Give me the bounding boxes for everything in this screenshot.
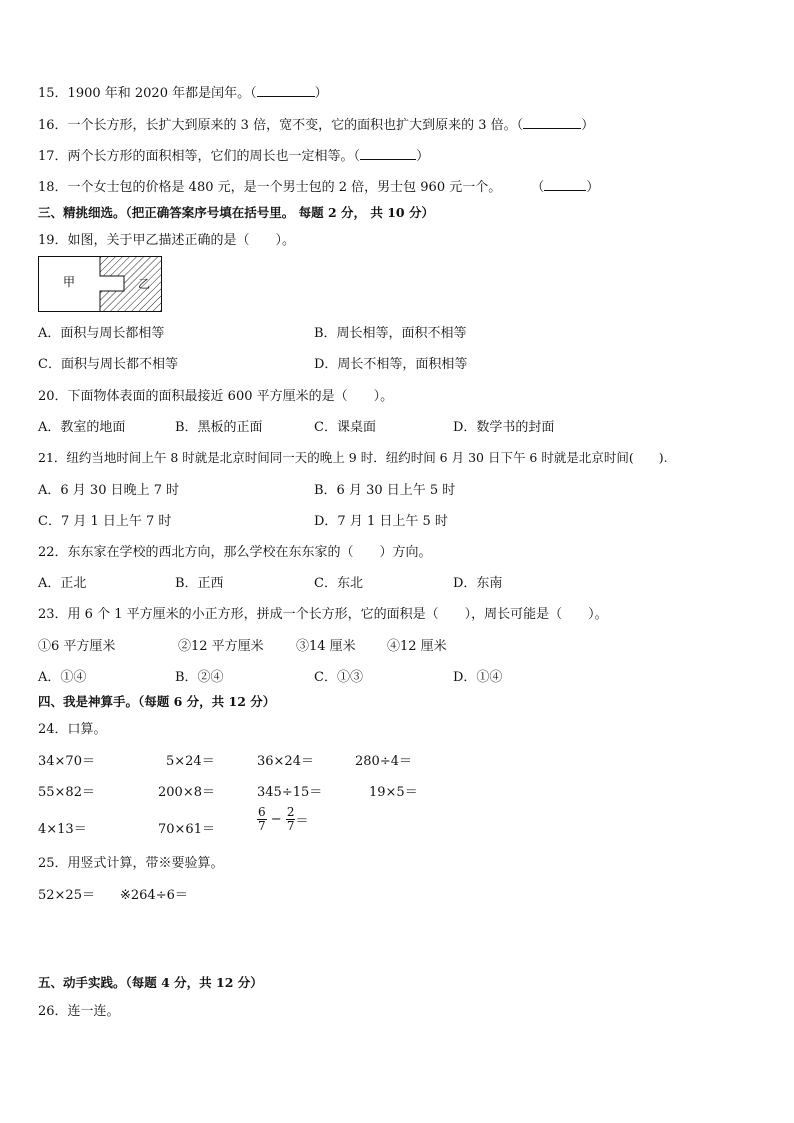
q20-option-c[interactable]: C．课桌面 (314, 420, 376, 435)
vertical-calc-item: 52×25＝ (38, 888, 95, 903)
question-25-text: 25．用竖式计算，带※要验算。 (38, 856, 224, 871)
question-21-text: 21．纽约当地时间上午 8 时就是北京时间同一天的晚上 9 时．纽约时间 6 月 30 日下午 6 时就是北京时间( ). (38, 450, 668, 465)
figure-jia-yi (38, 256, 162, 312)
question-18: 18．一个女士包的价格是 480 元，是一个男士包的 2 倍，男士包 960 元一个。 （ ） (38, 180, 600, 195)
section-5-heading: 五、动手实践。（每题 4 分，共 12 分） (38, 975, 263, 990)
calc-item: 5×24＝ (166, 754, 215, 769)
question-22-text: 22．东东家在学校的西北方向，那么学校在东东家的（ ）方向。 (38, 545, 432, 560)
fraction-expression: $\frac{6}{7}$ − $\frac{2}{7}$ ＝ (258, 805, 309, 833)
calc-item: 55×82＝ (38, 785, 95, 800)
section-3-heading: 三、精挑细选。（把正确答案序号填在括号里。 每题 2 分， 共 10 分） (38, 205, 434, 220)
q19-option-b[interactable]: B．周长相等，面积不相等 (314, 326, 467, 341)
question-24-text: 24．口算。 (38, 722, 107, 737)
question-16-text: 16．一个长方形，长扩大到原来的 3 倍，宽不变，它的面积也扩大到原来的 3 倍。 (38, 118, 517, 133)
q20-option-d[interactable]: D．数学书的封面 (453, 420, 555, 435)
vertical-calc-item: ※264÷6＝ (120, 888, 188, 903)
answer-blank-15[interactable] (257, 84, 315, 97)
calc-item: 19×5＝ (369, 785, 418, 800)
question-16: 16．一个长方形，长扩大到原来的 3 倍，宽不变，它的面积也扩大到原来的 3 倍。（ ） (38, 118, 595, 133)
fraction-2: $\frac{2}{7}$ (286, 805, 295, 833)
question-19-text: 19．如图，关于甲乙描述正确的是（ ）。 (38, 233, 296, 248)
q22-option-b[interactable]: B．正西 (175, 576, 224, 591)
section-4-heading: 四、我是神算手。（每题 6 分，共 12 分） (38, 694, 276, 709)
question-15: 15．1900 年和 2020 年都是闰年。（ ） (38, 86, 328, 101)
question-17: 17．两个长方形的面积相等，它们的周长也一定相等。（ ） (38, 149, 430, 164)
q23-option-a[interactable]: A．①④ (38, 670, 87, 685)
question-18-text: 18．一个女士包的价格是 480 元，是一个男士包的 2 倍，男士包 960 元一个。 (38, 180, 502, 195)
answer-blank-18[interactable] (544, 178, 586, 191)
question-23-text: 23．用 6 个 1 平方厘米的小正方形，拼成一个长方形，它的面积是（ ），周长可能是（ ）。 (38, 607, 608, 622)
q21-option-b[interactable]: B．6 月 30 日上午 5 时 (314, 483, 456, 498)
question-26-text: 26．连一连。 (38, 1004, 120, 1019)
q21-option-c[interactable]: C．7 月 1 日上午 7 时 (38, 514, 172, 529)
q19-option-d[interactable]: D．周长不相等，面积相等 (314, 357, 468, 372)
q23-option-d[interactable]: D．①④ (453, 670, 503, 685)
q23-choice-3: ③14 厘米 (296, 639, 356, 654)
q20-option-b[interactable]: B．黑板的正面 (175, 420, 263, 435)
label-yi: 乙 (138, 277, 151, 291)
calc-item: 36×24＝ (257, 754, 314, 769)
fraction-1: $\frac{6}{7}$ (258, 805, 266, 833)
q23-choice-4: ④12 厘米 (387, 639, 447, 654)
answer-blank-16[interactable] (523, 116, 581, 129)
question-15-text: 15．1900 年和 2020 年都是闰年。 (38, 86, 251, 101)
answer-blank-17[interactable] (360, 147, 416, 160)
q23-option-b[interactable]: B．②④ (175, 670, 224, 685)
q22-option-a[interactable]: A．正北 (38, 576, 87, 591)
q23-choice-2: ②12 平方厘米 (178, 639, 264, 654)
q20-option-a[interactable]: A．教室的地面 (38, 420, 126, 435)
q23-option-c[interactable]: C．①③ (314, 670, 363, 685)
question-20-text: 20．下面物体表面的面积最接近 600 平方厘米的是（ ）。 (38, 389, 394, 404)
q22-option-d[interactable]: D．东南 (453, 576, 503, 591)
calc-item: 345÷15＝ (257, 785, 323, 800)
q23-choice-1: ①6 平方厘米 (38, 639, 116, 654)
calc-item: 280÷4＝ (355, 754, 412, 769)
question-17-text: 17．两个长方形的面积相等，它们的周长也一定相等。 (38, 149, 354, 164)
label-jia: 甲 (63, 275, 76, 289)
calc-item: 4×13＝ (38, 822, 87, 837)
q19-option-a[interactable]: A．面积与周长都相等 (38, 326, 165, 341)
calc-item: 70×61＝ (158, 822, 215, 837)
calc-item: 34×70＝ (38, 754, 95, 769)
q21-option-a[interactable]: A．6 月 30 日晚上 7 时 (38, 483, 180, 498)
calc-item: 200×8＝ (158, 785, 215, 800)
q21-option-d[interactable]: D．7 月 1 日上午 5 时 (314, 514, 448, 529)
q19-option-c[interactable]: C．面积与周长都不相等 (38, 357, 178, 372)
q22-option-c[interactable]: C．东北 (314, 576, 363, 591)
